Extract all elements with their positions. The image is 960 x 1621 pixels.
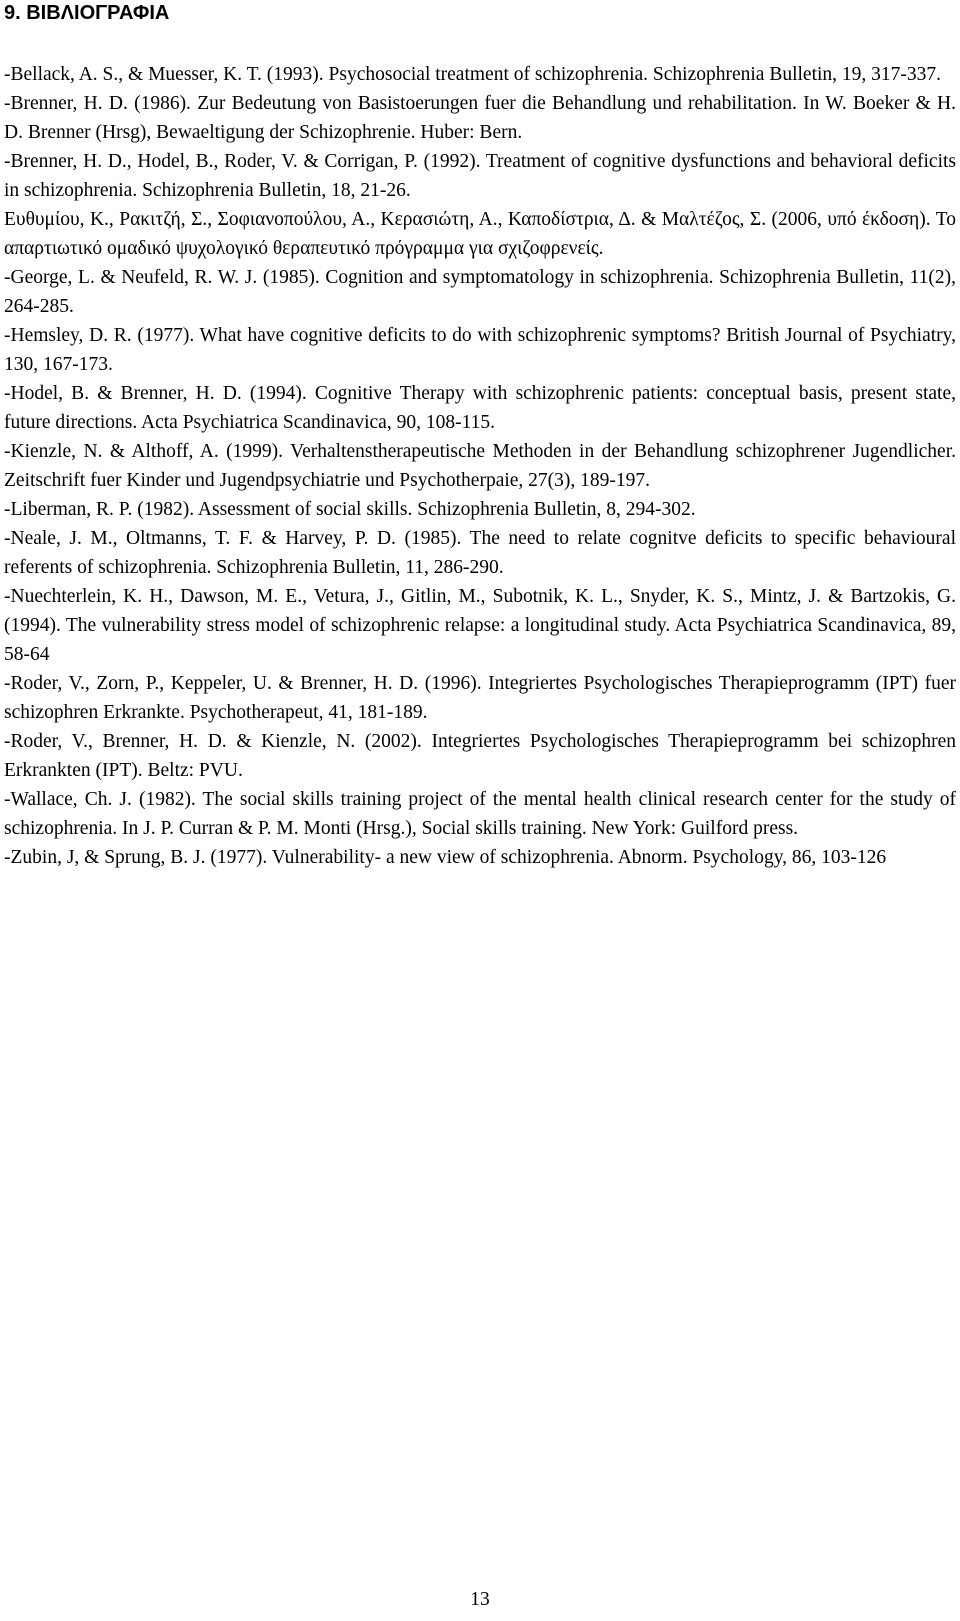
reference-entry: -Liberman, R. P. (1982). Assessment of social skills. Schizophrenia Bulletin, 8, 294-302. xyxy=(4,499,696,520)
reference-entry: Ευθυμίου, Κ., Ρακιτζή, Σ., Σοφιανοπούλου, Α., Κερασιώτη, Α., Καποδίστρια, Δ. & Μαλτέζος, Σ. (2006, υπό έκδοση). Το απαρτιωτικό ομαδικό ψυχολογικό θεραπευτικό πρόγραμμα για σχιζοφρενείς. xyxy=(4,209,956,259)
reference-entry: -Zubin, J, & Sprung, B. J. (1977). Vulnerability- a new view of schizophrenia. Abnorm. Psychology, 86, 103-126 xyxy=(4,847,887,868)
page-number: 13 xyxy=(470,1589,490,1610)
reference-entry: -Neale, J. M., Oltmanns, T. F. & Harvey, P. D. (1985). The need to relate cognitve deficits to specific behavioural referents of schizophrenia. Schizophrenia Bulletin, 11, 286-290. xyxy=(4,528,956,578)
reference-entry: -Wallace, Ch. J. (1982). The social skills training project of the mental health clinical research center for the study of schizophrenia. In J. P. Curran & P. M. Monti (Hrsg.), Social skills training. New York: Guilford press. xyxy=(4,789,956,839)
reference-entry: -Nuechterlein, K. H., Dawson, M. E., Vetura, J., Gitlin, M., Subotnik, K. L., Snyder, K. S., Mintz, J. & Bartzokis, G. (1994). The vulnerability stress model of schizophrenic relapse: a longitudinal study. Acta Psychiatrica Scandinavica, 89, 58-64 xyxy=(4,586,956,665)
reference-entry: -Roder, V., Brenner, H. D. & Kienzle, N. (2002). Integriertes Psychologisches Therapieprogramm bei schizophren Erkrankten (IPT). Beltz: PVU. xyxy=(4,731,956,781)
reference-entry: -Kienzle, N. & Althoff, A. (1999). Verhaltenstherapeutische Methoden in der Behandlung schizophrener Jugendlicher. Zeitschrift fuer Kinder und Jugendpsychiatrie und Psychotherpaie, 27(3), 189-197. xyxy=(4,441,956,491)
reference-entry: -Hodel, B. & Brenner, H. D. (1994). Cognitive Therapy with schizophrenic patients: conceptual basis, present state, future directions. Acta Psychiatrica Scandinavica, 90, 108-115. xyxy=(4,383,956,433)
reference-entry: -Brenner, H. D., Hodel, B., Roder, V. & Corrigan, P. (1992). Treatment of cognitive dysfunctions and behavioral deficits in schizophrenia. Schizophrenia Bulletin, 18, 21-26. xyxy=(4,151,956,201)
section-heading: 9. ΒΙΒΛΙΟΓΡΑΦΙΑ xyxy=(4,2,170,24)
reference-entry: -Roder, V., Zorn, P., Keppeler, U. & Brenner, H. D. (1996). Integriertes Psychologisches Therapieprogramm (IPT) fuer schizophren Erkrankte. Psychotherapeut, 41, 181-189. xyxy=(4,673,956,723)
reference-entry: -Brenner, H. D. (1986). Zur Bedeutung von Basistoerungen fuer die Behandlung und rehabilitation. In W. Boeker & H. D. Brenner (Hrsg), Bewaeltigung der Schizophrenie. Huber: Bern. xyxy=(4,93,956,143)
reference-list xyxy=(4,60,956,872)
reference-entry: -George, L. & Neufeld, R. W. J. (1985). Cognition and symptomatology in schizophrenia. Schizophrenia Bulletin, 11(2), 264-285. xyxy=(4,267,956,317)
reference-entry: -Hemsley, D. R. (1977). What have cognitive deficits to do with schizophrenic symptoms? British Journal of Psychiatry, 130, 167-173. xyxy=(4,325,956,375)
reference-entry: -Bellack, A. S., & Muesser, K. T. (1993). Psychosocial treatment of schizophrenia. Schizophrenia Bulletin, 19, 317-337. xyxy=(4,64,942,85)
